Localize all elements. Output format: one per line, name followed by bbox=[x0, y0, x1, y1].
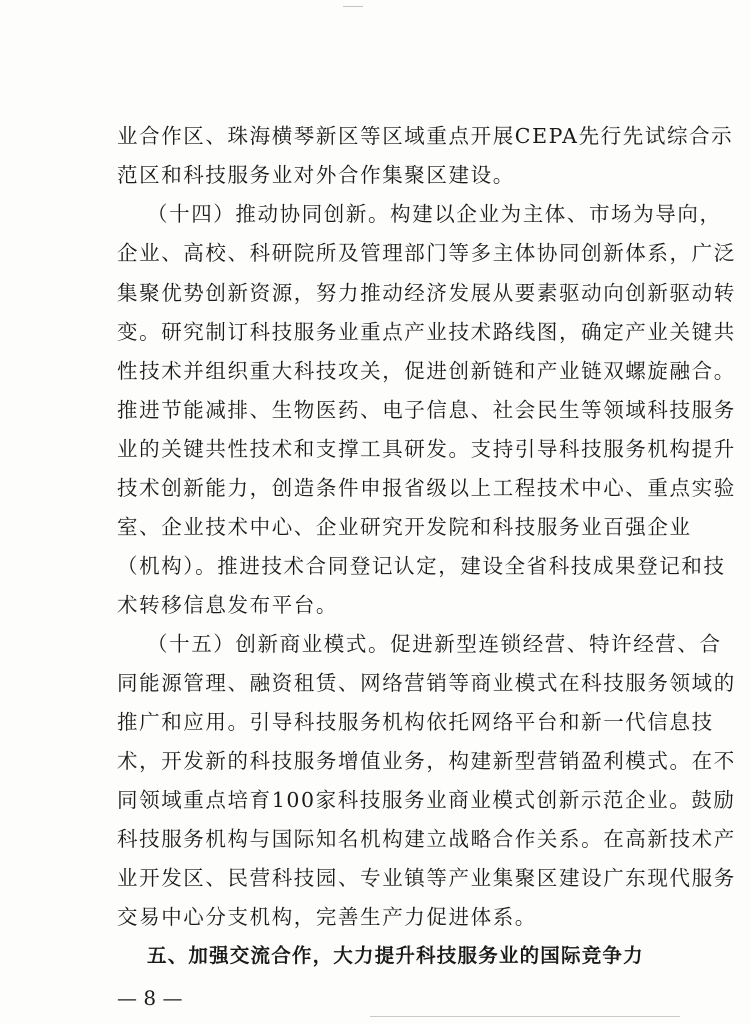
text-line: 同能源管理、融资租赁、网络营销等商业模式在科技服务领域的 bbox=[117, 671, 736, 695]
paragraph-first-line: （十五）创新商业模式。促进新型连锁经营、特许经营、合 bbox=[147, 632, 722, 656]
text-line: （机构）。推进技术合同登记认定，建设全省科技成果登记和技 bbox=[117, 554, 726, 578]
text-line: 科技服务机构与国际知名机构建立战略合作关系。在高新技术产 bbox=[117, 827, 736, 851]
text-line: 推广和应用。引导科技服务机构依托网络平台和新一代信息技 bbox=[117, 710, 714, 734]
text-line: 术转移信息发布平台。 bbox=[117, 593, 338, 617]
text-line: 范区和科技服务业对外合作集聚区建设。 bbox=[117, 163, 515, 187]
section-heading: 五、加强交流合作，大力提升科技服务业的国际竞争力 bbox=[147, 944, 644, 967]
text-line: 变。研究制订科技服务业重点产业技术路线图，确定产业关键共 bbox=[117, 320, 736, 344]
scan-artifact bbox=[343, 6, 363, 7]
text-line: 业合作区、珠海横琴新区等区域重点开展CEPA先行先试综合示 bbox=[117, 124, 734, 148]
text-line: 技术创新能力，创造条件申报省级以上工程技术中心、重点实验 bbox=[117, 476, 736, 500]
text-line: 交易中心分支机构，完善生产力促进体系。 bbox=[117, 905, 537, 929]
text-line: 业开发区、民营科技园、专业镇等产业集聚区建设广东现代服务 bbox=[117, 866, 736, 890]
text-line: 集聚优势创新资源，努力推动经济发展从要素驱动向创新驱动转 bbox=[117, 281, 736, 305]
text-line: 性技术并组织重大科技攻关，促进创新链和产业链双螺旋融合。 bbox=[117, 359, 736, 383]
page-number: — 8 — bbox=[117, 986, 183, 1010]
scan-artifact bbox=[370, 1016, 680, 1017]
text-line: 企业、高校、科研院所及管理部门等多主体协同创新体系，广泛 bbox=[117, 241, 736, 265]
paragraph-first-line: （十四）推动协同创新。构建以企业为主体、市场为导向， bbox=[147, 202, 722, 226]
text-line: 业的关键共性技术和支撑工具研发。支持引导科技服务机构提升 bbox=[117, 437, 736, 461]
text-line: 室、企业技术中心、企业研究开发院和科技服务业百强企业 bbox=[117, 515, 692, 539]
text-line: 同领域重点培育100家科技服务业商业模式创新示范企业。鼓励 bbox=[117, 788, 736, 812]
text-line: 推进节能减排、生物医药、电子信息、社会民生等领域科技服务 bbox=[117, 398, 736, 422]
text-line: 术，开发新的科技服务增值业务，构建新型营销盈利模式。在不 bbox=[117, 749, 736, 773]
